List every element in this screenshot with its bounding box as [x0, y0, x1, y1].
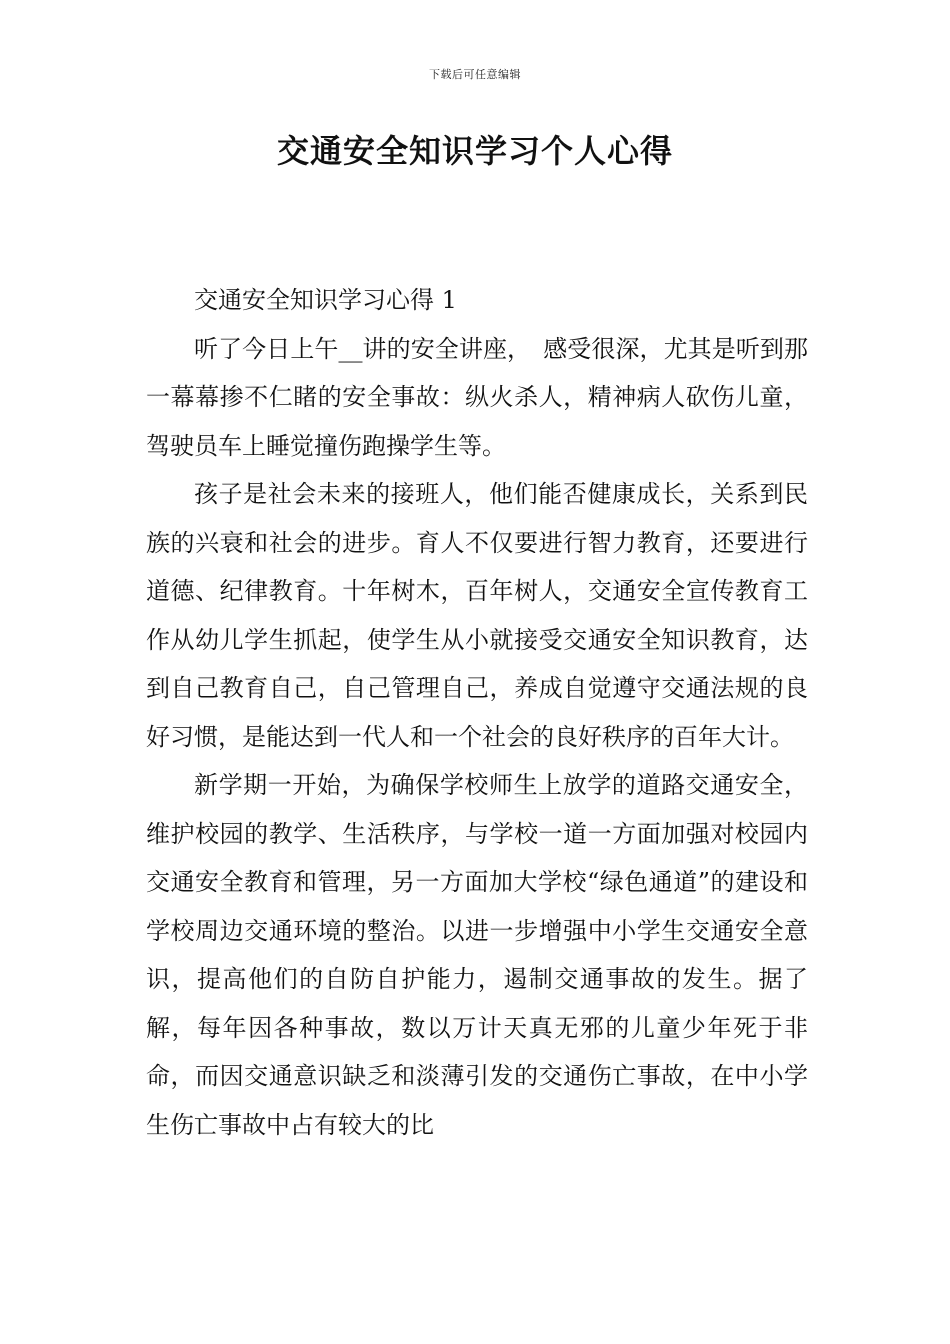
section-heading: 交通安全知识学习心得 1	[194, 286, 457, 314]
document-body	[146, 276, 808, 1149]
paragraph-2: 孩子是社会未来的接班人，他们能否健康成长，关系到民族的兴衰和社会的进步。育人不仅要进行智力教育，还要进行道德、纪律教育。十年树木，百年树人，交通安全宣传教育工作从幼儿学生抓起，使学生从小就接受交通安全知识教育，达到自己教育自己，自己管理自己，养成自觉遵守交通法规的良好习惯，是能达到一代人和一个社会的良好秩序的百年大计。	[146, 480, 808, 751]
paragraph-3: 新学期一开始，为确保学校师生上放学的道路交通安全，维护校园的教学、生活秩序，与学校一道一方面加强对校园内交通安全教育和管理，另一方面加大学校“绿色通道”的建设和学校周边交通环境的整治。以进一步增强中小学生交通安全意识，提高他们的自防自护能力，遏制交通事故的发生。据了解，每年因各种事故，数以万计天真无邪的儿童少年死于非命，而因交通意识缺乏和淡薄引发的交通伤亡事故，在中小学生伤亡事故中占有较大的比	[146, 771, 808, 1139]
paragraph-1: 听了今日上午__讲的安全讲座， 感受很深，尤其是听到那一幕幕掺不仁睹的安全事故：纵火杀人，精神病人砍伤儿童，驾驶员车上睡觉撞伤跑操学生等。	[146, 334, 808, 460]
document-title: 交通安全知识学习个人心得	[276, 132, 673, 170]
header-note: 下载后可任意编辑	[429, 68, 521, 81]
